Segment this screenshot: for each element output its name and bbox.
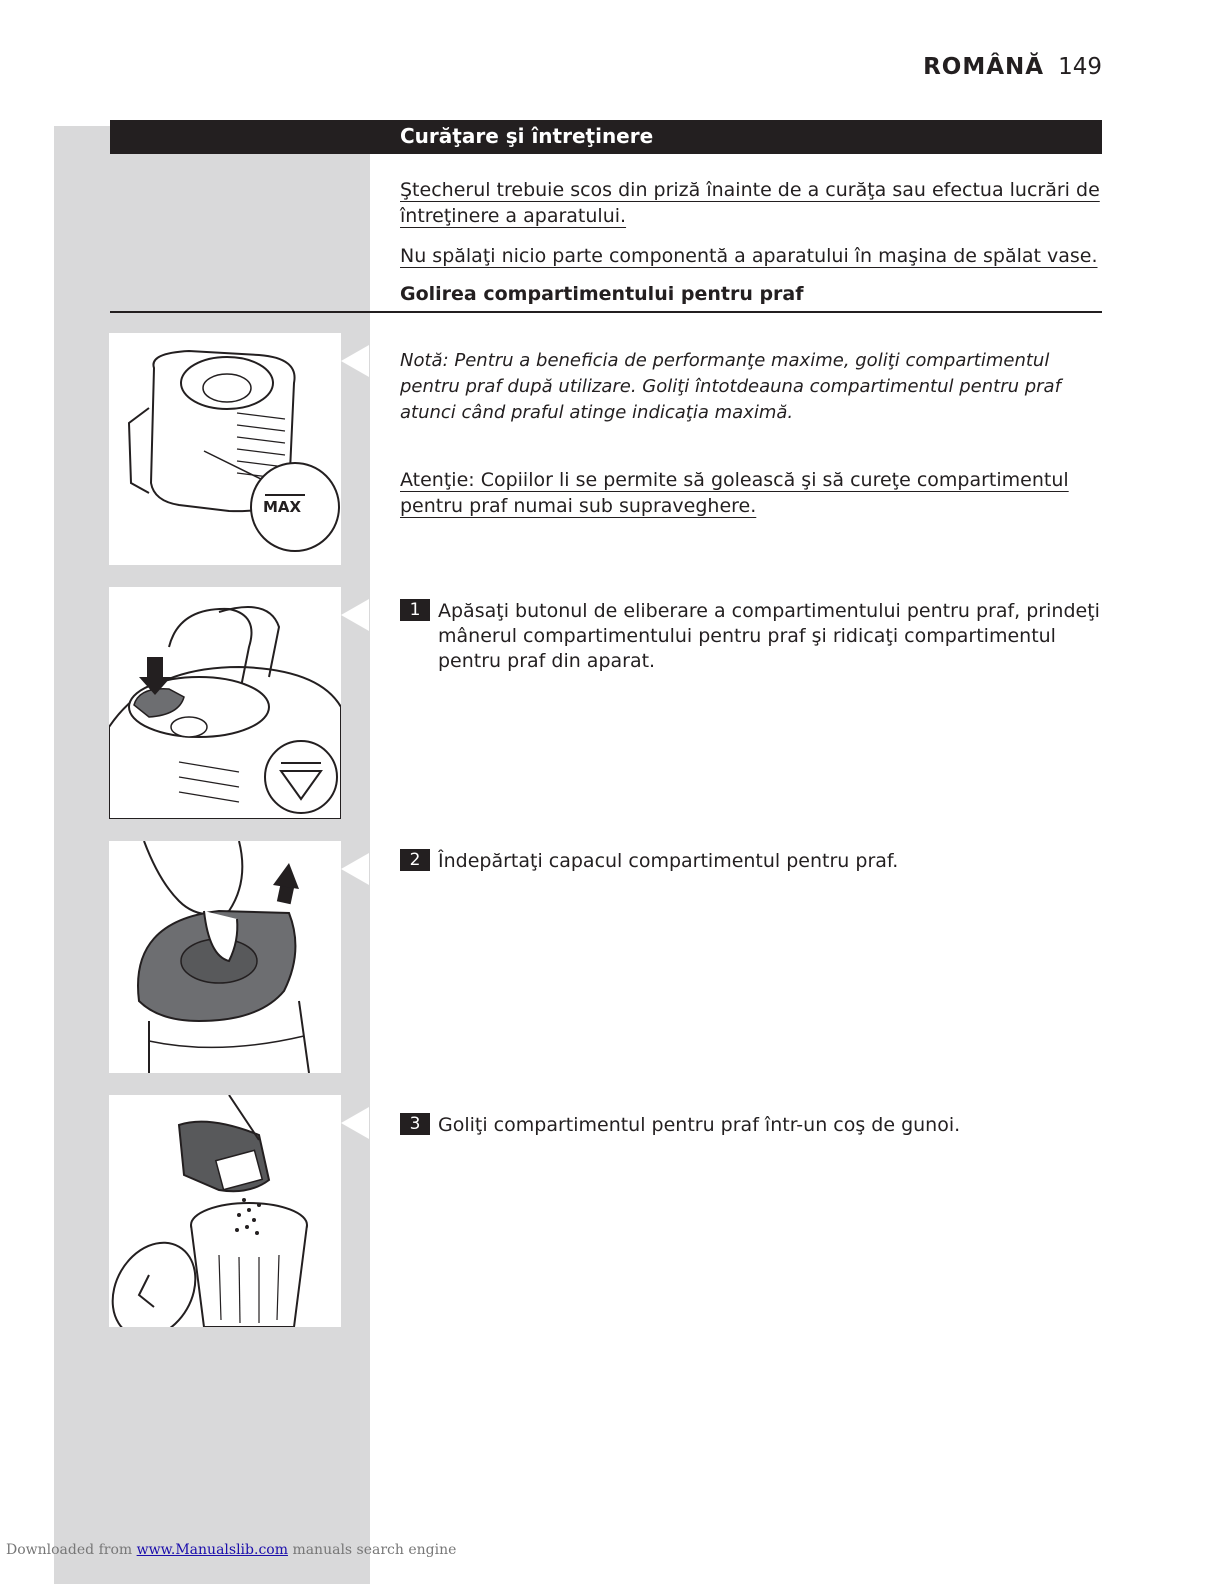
note-text: Notă: Pentru a beneficia de performanţe maxime, goliţi compartimentul pentru praf după utilizare. Goliţi întotdeauna compartimentul pentru praf atunci când praful atinge indicaţia maximă. bbox=[400, 350, 1061, 423]
illustration-max-indicator bbox=[109, 333, 341, 565]
illustration-pointer bbox=[341, 853, 369, 885]
max-label: MAX bbox=[263, 498, 302, 516]
illustration-empty-bin bbox=[109, 1095, 341, 1327]
dishwasher-warning: Nu spălaţi nicio parte componentă a aparatului în maşina de spălat vase. bbox=[400, 245, 1098, 267]
footer-suffix: manuals search engine bbox=[292, 1542, 457, 1558]
step-number: 1 bbox=[400, 599, 430, 621]
page-header bbox=[923, 54, 1102, 80]
download-footer bbox=[6, 1542, 456, 1558]
footer-prefix: Downloaded from bbox=[6, 1542, 133, 1558]
step-text: Apăsaţi butonul de eliberare a compartimentului pentru praf, prindeţi mânerul compartimentului pentru praf şi ridicaţi compartimentul pentru praf din aparat. bbox=[438, 600, 1100, 672]
illustration-release-button bbox=[109, 587, 341, 819]
page-number: 149 bbox=[1058, 54, 1102, 80]
step-number: 2 bbox=[400, 849, 430, 871]
step-text: Goliţi compartimentul pentru praf într-un coş de gunoi. bbox=[438, 1114, 961, 1136]
section-title: Curăţare şi întreţinere bbox=[400, 124, 654, 148]
step-item bbox=[400, 599, 1104, 674]
language-label: ROMÂNĂ bbox=[923, 54, 1045, 80]
step-item bbox=[400, 849, 1104, 874]
step-number: 3 bbox=[400, 1113, 430, 1135]
illustration-pointer bbox=[341, 345, 369, 377]
illustration-remove-lid bbox=[109, 841, 341, 1073]
step-item bbox=[400, 1113, 1104, 1138]
subsection-title: Golirea compartimentului pentru praf bbox=[400, 283, 804, 305]
illustration-pointer bbox=[341, 1107, 369, 1139]
illustration-pointer bbox=[341, 599, 369, 631]
unplug-warning: Ştecherul trebuie scos din priză înainte de a curăţa sau efectua lucrări de întreţinere a aparatului. bbox=[400, 179, 1100, 227]
step-text: Îndepărtaţi capacul compartimentul pentru praf. bbox=[438, 850, 899, 872]
caution-text: Atenţie: Copiilor li se permite să golească şi să cureţe compartimentul pentru praf numai sub supraveghere. bbox=[400, 469, 1069, 517]
manualslib-link[interactable]: www.Manualslib.com bbox=[136, 1542, 288, 1558]
subsection-rule bbox=[110, 311, 1102, 313]
